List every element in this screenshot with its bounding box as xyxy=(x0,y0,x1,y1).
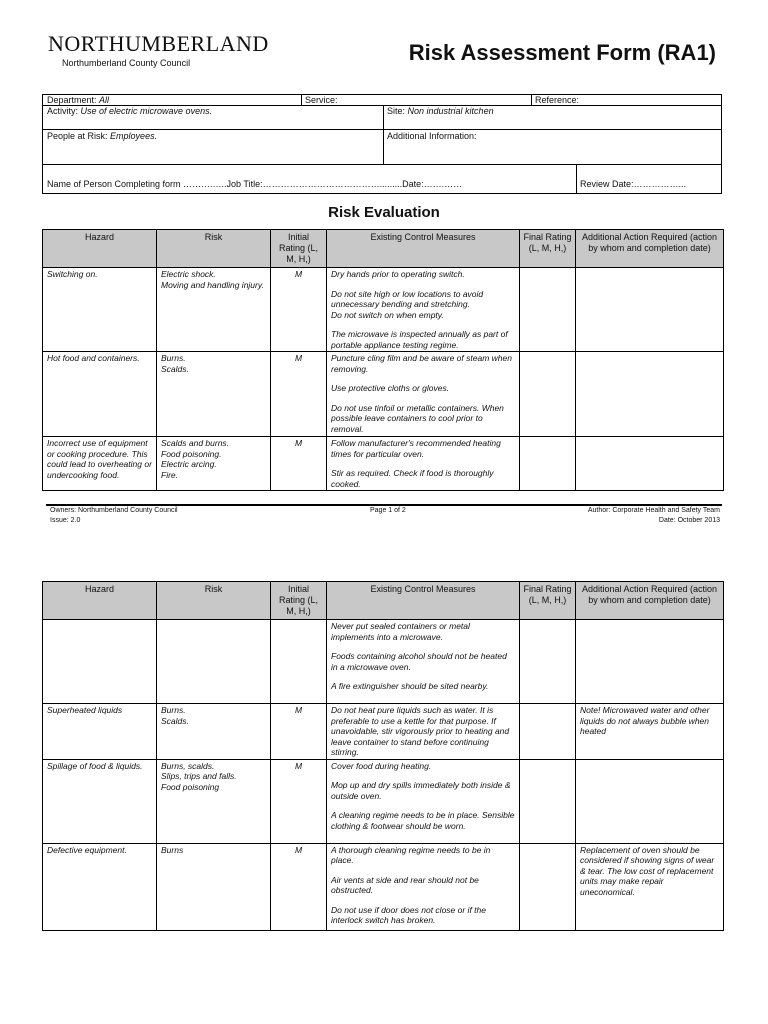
hazard-cell xyxy=(43,843,157,930)
assessment-details-box xyxy=(42,94,722,194)
initial-rating-text: M xyxy=(294,438,303,448)
control-measures-cell xyxy=(327,268,520,352)
additional-action-text: Replacement of oven should be considered if showing signs of wear & tear. The low cost of replacement units may make repair uneconomical. xyxy=(580,844,715,897)
hazard-cell xyxy=(43,437,157,491)
control-measure-paragraph: Use protective cloths or gloves. xyxy=(331,383,450,393)
risk-text: Food poisoning xyxy=(161,781,220,792)
people-label: People at Risk: xyxy=(47,131,108,141)
risk-cell xyxy=(157,759,271,843)
control-measures-cell xyxy=(327,759,520,843)
footer-date: Date: October 2013 xyxy=(658,517,720,524)
initial-rating-cell xyxy=(271,759,327,843)
control-measure-paragraph: Foods containing alcohol should not be heated in a microwave oven. xyxy=(331,651,507,672)
hazard-text: Incorrect use of equipment or cooking procedure. This could lead to overheating or undercooking food. xyxy=(47,438,152,480)
final-rating-cell xyxy=(520,352,576,437)
additional-action-cell xyxy=(576,352,724,437)
logo-wordmark: NORTHUMBERLAND xyxy=(48,31,269,56)
col-initial-rating: Initial Rating (L, M, H,) xyxy=(271,230,327,268)
hazard-cell xyxy=(43,620,157,704)
risk-cell xyxy=(157,268,271,352)
additional-action-cell xyxy=(576,437,724,491)
risk-text: Scalds. xyxy=(161,715,189,726)
people-at-risk-field xyxy=(43,130,383,142)
risk-table-body xyxy=(43,268,724,491)
risk-table-page-1 xyxy=(42,229,724,491)
department-label: Department: xyxy=(47,95,97,105)
initial-rating-cell xyxy=(271,437,327,491)
initial-rating-text: M xyxy=(294,760,303,771)
initial-rating-cell xyxy=(271,620,327,704)
control-measure-paragraph: Do not use if door does not close or if the interlock switch has broken. xyxy=(331,904,486,925)
final-rating-cell xyxy=(520,759,576,843)
col-initial-rating: Initial Rating (L, M, H,) xyxy=(271,582,327,620)
control-measure-paragraph: The microwave is inspected annually as part of portable appliance testing regime. xyxy=(331,329,508,350)
additional-info-label: Additional Information: xyxy=(387,131,477,141)
hazard-cell xyxy=(43,704,157,760)
hazard-cell xyxy=(43,352,157,437)
control-measure-paragraph: Dry hands prior to operating switch. xyxy=(331,269,465,279)
initial-rating-text: M xyxy=(294,269,303,279)
risk-cell xyxy=(157,704,271,760)
additional-action-cell xyxy=(576,843,724,930)
risk-text: Burns xyxy=(161,844,184,855)
col-existing-measures: Existing Control Measures xyxy=(327,230,520,268)
service-label: Service: xyxy=(305,95,338,105)
col-hazard: Hazard xyxy=(43,582,157,620)
footer-author: Author: Corporate Health and Safety Team xyxy=(587,507,720,514)
risk-table-page-2 xyxy=(42,581,724,931)
col-additional-action: Additional Action Required (action by whom and completion date) xyxy=(576,582,724,620)
table-row xyxy=(43,704,724,760)
final-rating-cell xyxy=(520,843,576,930)
control-measure-paragraph: Do not heat pure liquids such as water. It is preferable to use a kettle for that purpose. If unavoidable, stir vigorously prior to heating and leave container to stand before continuing stirring. xyxy=(331,705,510,757)
risk-text: Food poisoning. xyxy=(161,448,222,459)
risk-cell xyxy=(157,437,271,491)
hazard-text: Switching on. xyxy=(47,269,98,279)
risk-text: Scalds. xyxy=(161,363,189,374)
final-rating-cell xyxy=(520,620,576,704)
initial-rating-text: M xyxy=(294,844,303,855)
initial-rating-text: M xyxy=(294,705,303,715)
footer-issue: Issue: 2.0 xyxy=(50,517,81,524)
col-risk: Risk xyxy=(157,582,271,620)
risk-text: Electric shock. xyxy=(161,269,216,279)
control-measures-cell xyxy=(327,620,520,704)
initial-rating-cell xyxy=(271,704,327,760)
table-row xyxy=(43,620,724,704)
risk-text: Burns. xyxy=(161,705,186,715)
control-measures-cell xyxy=(327,352,520,437)
col-final-rating: Final Rating (L, M, H,) xyxy=(520,582,576,620)
department-value: All xyxy=(99,95,110,105)
completing-person-line: Name of Person Completing form ……….…..Job Title:………………………………….........Date:…….…… xyxy=(47,179,463,189)
activity-label: Activity: xyxy=(47,106,79,116)
control-measure-paragraph: Never put sealed containers or metal implements into a microwave. xyxy=(331,621,470,642)
col-final-rating: Final Rating (L, M, H,) xyxy=(520,230,576,268)
site-value: Non industrial kitchen xyxy=(407,106,494,116)
control-measure-paragraph: Follow manufacturer's recommended heating times for particular oven. xyxy=(331,438,501,459)
additional-action-cell xyxy=(576,268,724,352)
hazard-cell xyxy=(43,268,157,352)
site-label: Site: xyxy=(387,106,406,116)
hazard-cell xyxy=(43,759,157,843)
col-existing-measures: Existing Control Measures xyxy=(327,582,520,620)
people-value: Employees. xyxy=(110,131,158,141)
control-measure-paragraph: A fire extinguisher should be sited nearby. xyxy=(331,681,489,691)
risk-cell xyxy=(157,843,271,930)
risk-text: Electric arcing. xyxy=(161,459,217,469)
control-measure-paragraph: Mop up and dry spills immediately both inside & outside oven. xyxy=(331,780,511,801)
final-rating-cell xyxy=(520,437,576,491)
additional-action-cell xyxy=(576,620,724,704)
risk-table-body xyxy=(43,620,724,931)
hazard-text: Superheated liquids xyxy=(47,705,123,715)
reference-label: Reference: xyxy=(535,95,580,105)
activity-value: Use of electric microwave ovens. xyxy=(80,106,213,116)
footer-rule xyxy=(46,504,722,506)
control-measures-cell xyxy=(327,704,520,760)
control-measure-paragraph: A thorough cleaning regime needs to be in place. xyxy=(331,844,491,865)
risk-text: Fire. xyxy=(161,469,178,480)
council-logo xyxy=(48,31,269,68)
footer-page-number: Page 1 of 2 xyxy=(370,507,406,514)
table-row xyxy=(43,352,724,437)
col-hazard: Hazard xyxy=(43,230,157,268)
table-row xyxy=(43,843,724,930)
activity-field xyxy=(43,105,383,117)
control-measure-paragraph: Cover food during heating. xyxy=(331,760,432,771)
initial-rating-cell xyxy=(271,843,327,930)
additional-action-text: Note! Microwaved water and other liquids do not always bubble when heated xyxy=(580,705,710,736)
section-title: Risk Evaluation xyxy=(328,204,440,221)
initial-rating-cell xyxy=(271,352,327,437)
additional-action-cell xyxy=(576,704,724,760)
risk-text: Scalds and burns. xyxy=(161,438,230,448)
table-row xyxy=(43,437,724,491)
final-rating-cell xyxy=(520,268,576,352)
control-measure-paragraph: Do not use tinfoil or metallic containers. When possible leave containers to cool prior to removal. xyxy=(331,402,504,434)
control-measure-paragraph: Stir as required. Check if food is thoroughly cooked. xyxy=(331,468,494,489)
risk-cell xyxy=(157,620,271,704)
hazard-text: Hot food and containers. xyxy=(47,353,140,363)
control-measure-paragraph: Do not site high or low locations to avoid unnecessary bending and stretching. Do not switch on when empty. xyxy=(331,288,484,320)
risk-text: Burns. xyxy=(161,353,186,363)
hazard-text: Spillage of food & liquids. xyxy=(47,760,143,771)
logo-subtitle: Northumberland County Council xyxy=(62,58,191,68)
review-date-line: Review Date:……………... xyxy=(580,179,687,189)
initial-rating-cell xyxy=(271,268,327,352)
risk-cell xyxy=(157,352,271,437)
control-measures-cell xyxy=(327,843,520,930)
col-additional-action: Additional Action Required (action by whom and completion date) xyxy=(576,230,724,268)
risk-text: Burns, scalds. xyxy=(161,760,215,771)
footer-owners: Owners: Northumberland County Council xyxy=(50,507,178,514)
form-title: Risk Assessment Form (RA1) xyxy=(408,40,716,65)
risk-text: Slips, trips and falls. xyxy=(161,771,237,781)
table-row xyxy=(43,759,724,843)
control-measure-paragraph: Air vents at side and rear should not be obstructed. xyxy=(331,874,479,895)
control-measure-paragraph: Puncture cling film and be aware of steam when removing. xyxy=(331,353,512,374)
control-measure-paragraph: A cleaning regime needs to be in place. Sensible clothing & footwear should be worn. xyxy=(331,810,515,831)
col-risk: Risk xyxy=(157,230,271,268)
control-measures-cell xyxy=(327,437,520,491)
risk-text: Moving and handling injury. xyxy=(161,279,264,290)
site-field xyxy=(383,105,721,117)
hazard-text: Defective equipment. xyxy=(47,844,127,855)
final-rating-cell xyxy=(520,704,576,760)
initial-rating-text: M xyxy=(294,353,303,363)
additional-action-cell xyxy=(576,759,724,843)
table-row xyxy=(43,268,724,352)
